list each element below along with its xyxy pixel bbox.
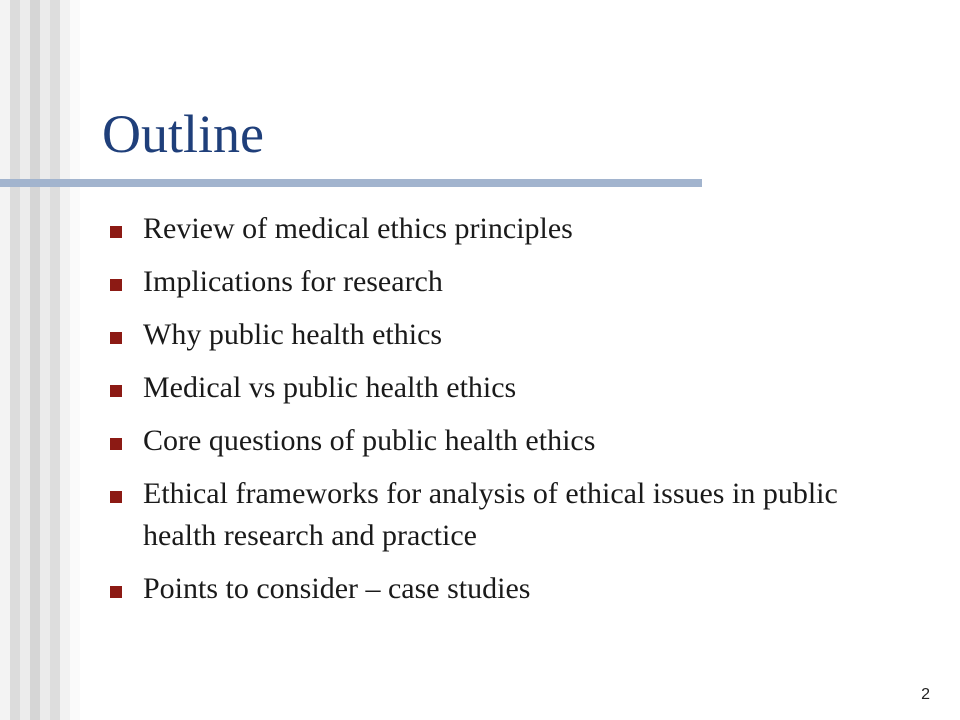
bullet-item bbox=[108, 208, 908, 250]
bullet-item bbox=[108, 568, 908, 610]
bullet-text: Review of medical ethics principles bbox=[143, 212, 573, 245]
decorative-side-stripes bbox=[0, 0, 80, 720]
bullet-text: Implications for research bbox=[143, 265, 443, 298]
bullet-list bbox=[108, 208, 908, 621]
square-bullet-icon bbox=[110, 279, 122, 291]
bullet-item bbox=[108, 420, 908, 462]
square-bullet-icon bbox=[110, 438, 122, 450]
bullet-text: Core questions of public health ethics bbox=[143, 424, 596, 457]
bullet-text: Points to consider – case studies bbox=[143, 572, 531, 605]
bullet-item bbox=[108, 261, 908, 303]
slide-title: Outline bbox=[102, 104, 264, 164]
bullet-item bbox=[108, 314, 908, 356]
square-bullet-icon bbox=[110, 226, 122, 238]
bullet-item bbox=[108, 473, 908, 557]
bullet-text: Why public health ethics bbox=[143, 318, 443, 351]
page-number: 2 bbox=[921, 686, 930, 703]
bullet-text: Ethical frameworks for analysis of ethical issues in public health research and practice bbox=[143, 477, 838, 552]
title-underline-rule bbox=[0, 179, 702, 187]
bullet-item bbox=[108, 367, 908, 409]
square-bullet-icon bbox=[110, 491, 122, 503]
bullet-text: Medical vs public health ethics bbox=[143, 371, 517, 404]
square-bullet-icon bbox=[110, 332, 122, 344]
square-bullet-icon bbox=[110, 586, 122, 598]
square-bullet-icon bbox=[110, 385, 122, 397]
